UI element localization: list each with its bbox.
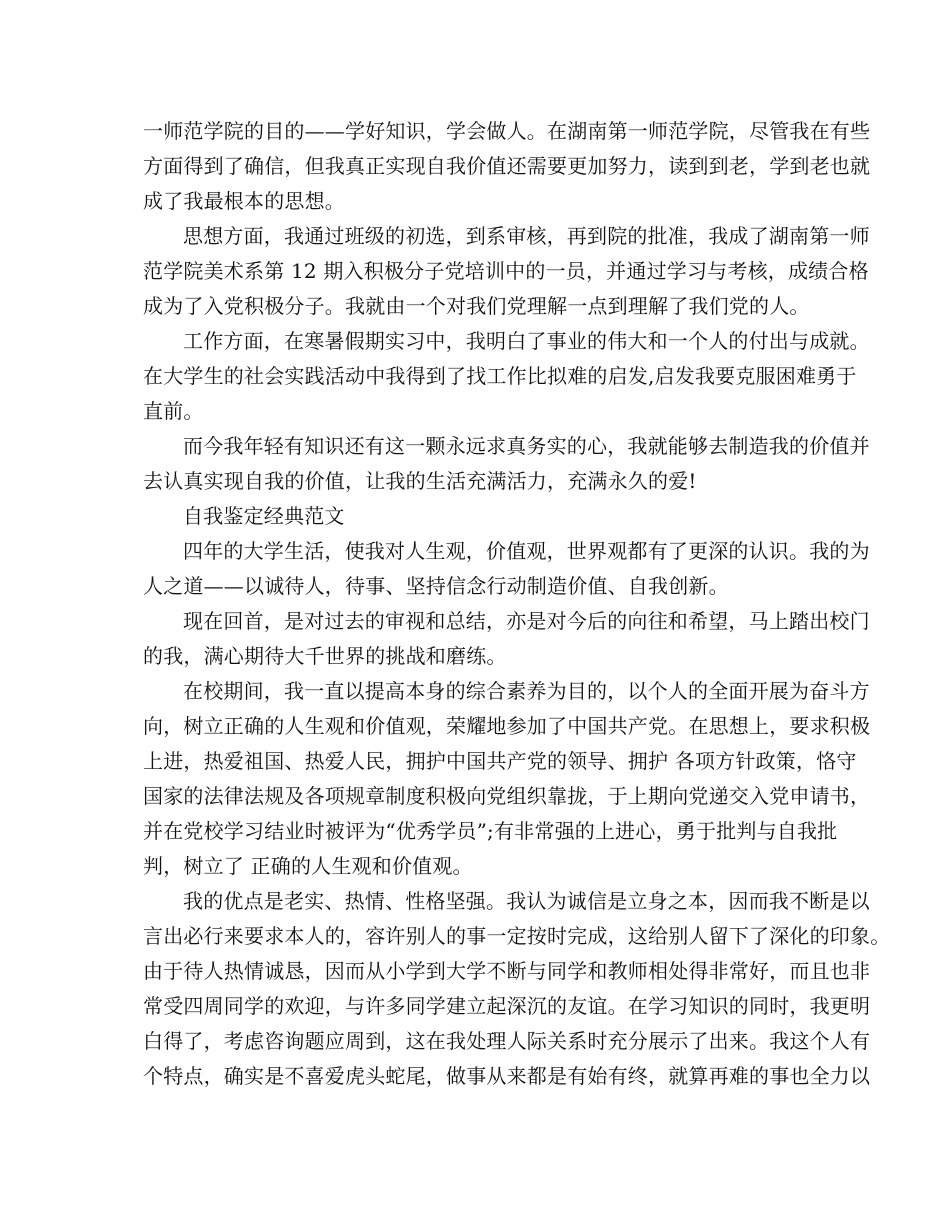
paragraph-start-line: 现在回首，是对过去的审视和总结，亦是对今后的向往和希望，马上踏出校门 (183, 609, 870, 633)
text-line: 向，树立正确的人生观和价值观，荣耀地参加了中国共产党。在思想上，要求积极 (143, 714, 871, 738)
text-line: 判，树立了 正确的人生观和价值观。 (143, 854, 473, 878)
paragraph-start-line: 工作方面，在寒暑假期实习中，我明白了事业的伟大和一个人的付出与成就。 (183, 329, 870, 353)
text-line: 成为了入党积极分子。我就由一个对我们党理解一点到理解了我们党的人。 (143, 294, 810, 318)
text-line: 成了我最根本的思想。 (143, 189, 345, 213)
text-line: 的我，满心期待大千世界的挑战和磨练。 (143, 644, 507, 668)
text-line: 常受四周同学的欢迎，与许多同学建立起深沉的友谊。在学习知识的同时，我更明 (143, 994, 871, 1018)
text-line: 国家的法律法规及各项规章制度积极向党组织靠拢，于上期向党递交入党申请书， (143, 784, 871, 808)
paragraph-start-line: 思想方面，我通过班级的初选，到系审核，再到院的批准，我成了湖南第一师 (183, 224, 870, 248)
text-line: 个特点，确实是不喜爱虎头蛇尾，做事从来都是有始有终，就算再难的事也全力以 (143, 1064, 871, 1088)
text-line: 白得了，考虑咨询题应周到，这在我处理人际关系时充分展示了出来。我这个人有 (143, 1029, 871, 1053)
paragraph-start-line: 在校期间，我一直以提高本身的综合素养为目的，以个人的全面开展为奋斗方 (183, 679, 870, 703)
text-line: 方面得到了确信，但我真正实现自我价值还需要更加努力，读到到老，学到老也就 (143, 154, 871, 178)
text-line: 去认真实现自我的价值，让我的生活充满活力，充满永久的爱! (143, 469, 697, 493)
document-body (143, 114, 891, 1094)
text-line: 上进，热爱祖国、热爱人民，拥护中国共产党的领导、拥护 各项方针政策，恪守 (143, 749, 857, 773)
text-line: 由于待人热情诚恳，因而从小学到大学不断与同学和教师相处得非常好，而且也非 (143, 959, 871, 983)
text-line: 在大学生的社会实践活动中我得到了找工作比拟难的启发,启发我要克服困难勇于 (143, 364, 857, 388)
paragraph-start-line: 我的优点是老实、热情、性格坚强。我认为诚信是立身之本，因而我不断是以 (183, 889, 870, 913)
text-line: 一师范学院的目的——学好知识，学会做人。在湖南第一师范学院，尽管我在有些 (143, 119, 871, 143)
paragraph-start-line: 四年的大学生活，使我对人生观，价值观，世界观都有了更深的认识。我的为 (183, 539, 870, 563)
paragraph-start-line: 而今我年轻有知识还有这一颗永远求真务实的心，我就能够去制造我的价值并 (183, 434, 870, 458)
text-line: 范学院美术系第 12 期入积极分子党培训中的一员，并通过学习与考核，成绩合格 (143, 259, 869, 283)
section-heading: 自我鉴定经典范文 (183, 504, 345, 528)
text-line: 人之道——以诚待人，待事、坚持信念行动制造价值、自我创新。 (143, 574, 729, 598)
text-line: 言出必行来要求本人的，容许别人的事一定按时完成，这给别人留下了深化的印象。 (143, 924, 891, 948)
text-line: 并在党校学习结业时被评为“优秀学员”;有非常强的上进心，勇于批判与自我批 (143, 819, 838, 843)
text-line: 直前。 (143, 399, 204, 423)
